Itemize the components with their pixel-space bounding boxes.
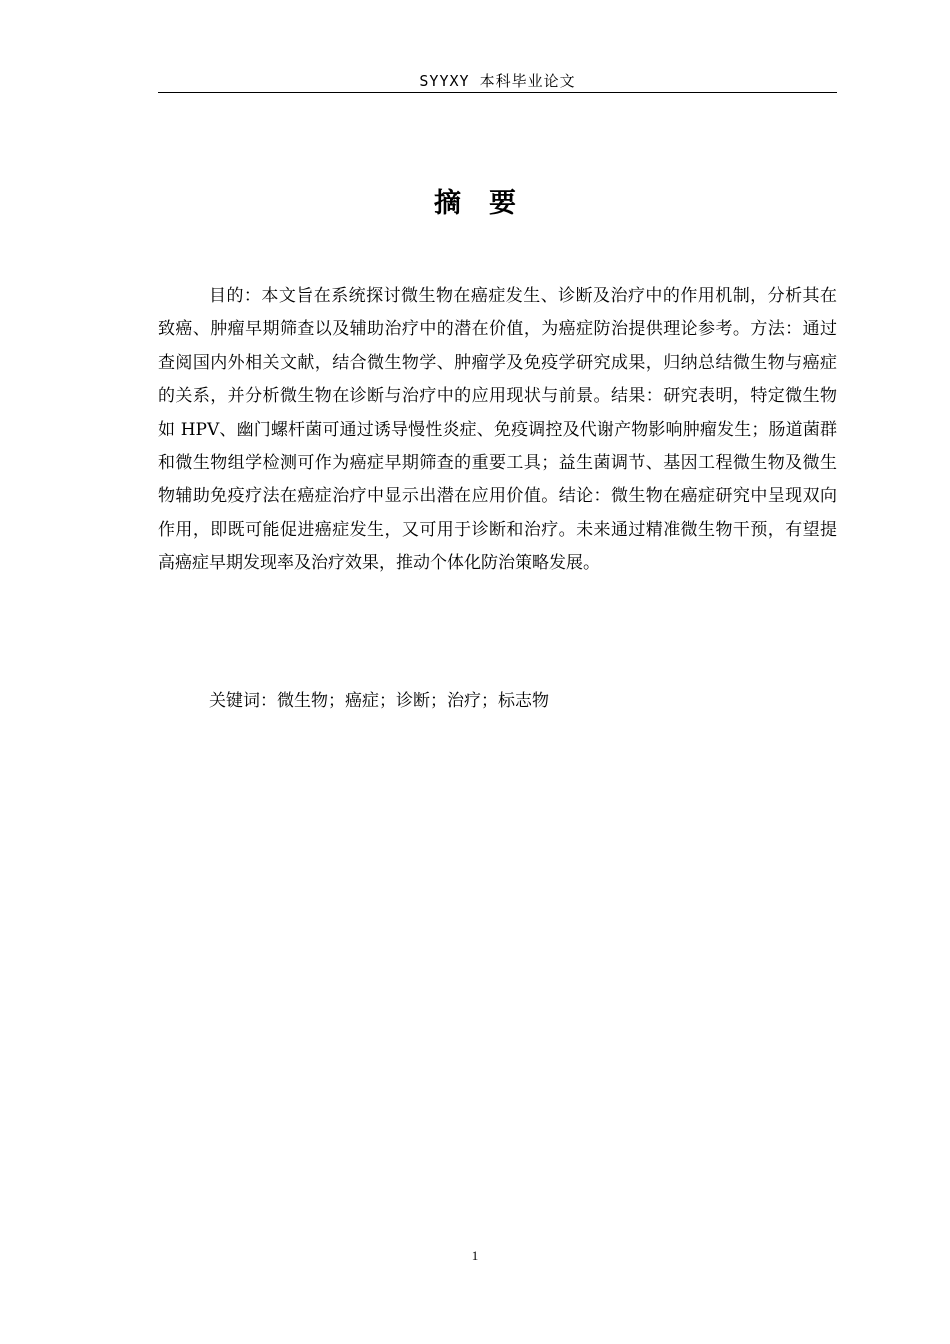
keywords-line bbox=[209, 685, 549, 718]
title-char-2: 要 bbox=[489, 188, 516, 219]
keywords-text: 微生物；癌症；诊断；治疗；标志物 bbox=[277, 691, 549, 711]
running-header: SYYXY 本科毕业论文 bbox=[419, 72, 576, 90]
objective-text: 本文旨在系统探讨微生物在癌症发生、诊断及治疗中的作用机制，分析其在致癌、肿瘤早期筛查以及辅助治疗中的潜在价值，为癌症防治提供理论参考。 bbox=[158, 286, 838, 340]
abstract-paragraph bbox=[158, 280, 837, 581]
keywords-label: 关键词： bbox=[209, 691, 277, 711]
methods-label: 方法： bbox=[750, 319, 803, 340]
conclusion-label: 结论： bbox=[558, 486, 611, 507]
methods-text: 通过查阅国内外相关文献，结合微生物学、肿瘤学及免疫学研究成果，归纳总结微生物与癌症的关系，并分析微生物在诊断与治疗中的应用现状与前景。 bbox=[158, 319, 838, 407]
page-number: 1 bbox=[471, 1248, 479, 1263]
conclusion-text: 微生物在癌症研究中呈现双向作用，即既可能促进癌症发生，又可用于诊断和治疗。未来通过精准微生物干预，有望提高癌症早期发现率及治疗效果，推动个体化防治策略发展。 bbox=[158, 486, 838, 574]
objective-label: 目的： bbox=[209, 286, 262, 306]
title-char-1: 摘 bbox=[434, 188, 461, 219]
results-text: 研究表明，特定微生物如 HPV、幽门螺杆菌可通过诱导慢性炎症、免疫调控及代谢产物影响肿瘤发生；肠道菌群和微生物组学检测可作为癌症早期筛查的重要工具；益生菌调节、基因工程微生物及微生物辅助免疫疗法在癌症治疗中显示出潜在应用价值。 bbox=[158, 386, 838, 507]
results-label: 结果： bbox=[610, 386, 664, 407]
page-title bbox=[0, 184, 950, 224]
header-rule bbox=[158, 92, 837, 93]
